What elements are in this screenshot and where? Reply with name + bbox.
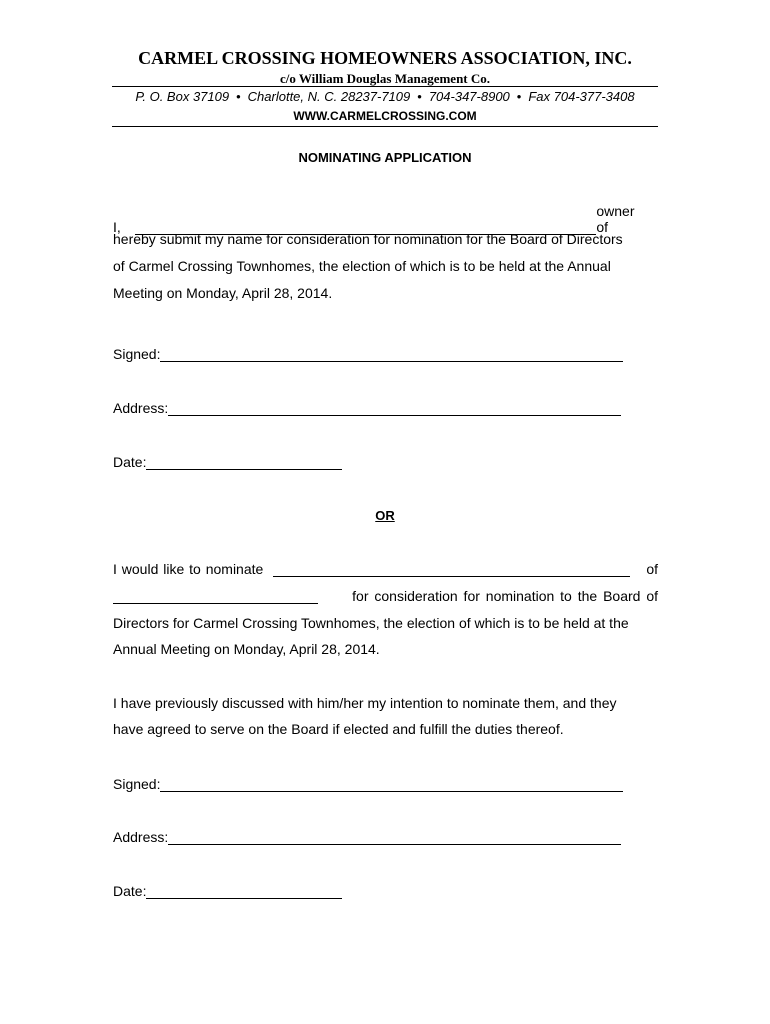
nominate-line-2-text: for consideration for nomination to the Board of	[352, 588, 658, 604]
agreement-line-1: I have previously discussed with him/her my intention to nominate them, and they	[113, 695, 617, 711]
nominate-line-3: Directors for Carmel Crossing Townhomes, the election of which is to be held at the	[113, 615, 629, 631]
nominate-line-1-end: of	[646, 561, 658, 577]
address-field-2[interactable]	[168, 830, 621, 845]
date-label: Date:	[113, 883, 147, 899]
self-line-1-start: I,	[113, 219, 121, 235]
signed-row-2	[113, 776, 623, 792]
date-row-1	[113, 454, 342, 470]
signed-label: Signed:	[113, 346, 161, 362]
bullet-sep: •	[516, 89, 522, 104]
header-divider-bottom	[112, 126, 658, 127]
bullet-sep: •	[236, 89, 241, 104]
self-line-3: of Carmel Crossing Townhomes, the election of which is to be held at the Annual	[113, 258, 611, 274]
phone-number: 704-347-8900	[428, 89, 510, 104]
nominee-name-field[interactable]	[273, 562, 630, 577]
address-row-1	[113, 400, 621, 416]
nominate-line-4: Annual Meeting on Monday, April 28, 2014.	[113, 641, 380, 657]
date-label: Date:	[113, 454, 147, 470]
address-row-2	[113, 829, 621, 845]
bullet-sep: •	[417, 89, 422, 104]
nominee-of-field[interactable]	[113, 589, 318, 604]
self-line-4: Meeting on Monday, April 28, 2014.	[113, 285, 333, 301]
or-label: OR	[375, 508, 395, 523]
nominate-line-1-start: I would like to nominate	[113, 561, 264, 577]
address-label: Address:	[113, 400, 169, 416]
website-link[interactable]: WWW.CARMELCROSSING.COM	[293, 109, 477, 123]
signed-label: Signed:	[113, 776, 161, 792]
care-of-line: c/o William Douglas Management Co.	[279, 71, 491, 86]
or-divider	[0, 508, 770, 523]
fax-number: Fax 704-377-3408	[528, 89, 635, 104]
address-line	[0, 89, 770, 104]
signed-row-1	[113, 346, 623, 362]
signed-field-2[interactable]	[160, 777, 623, 792]
nominate-line-1	[113, 561, 658, 577]
date-field-2[interactable]	[146, 884, 342, 899]
signed-field-1[interactable]	[160, 347, 623, 362]
header-divider-top	[112, 86, 658, 87]
org-name: CARMEL CROSSING HOMEOWNERS ASSOCIATION, INC.	[138, 48, 632, 68]
date-row-2	[113, 883, 342, 899]
date-field-1[interactable]	[146, 455, 342, 470]
nominate-line-2	[113, 588, 658, 604]
self-line-2: hereby submit my name for consideration for nomination for the Board of Directors	[113, 231, 623, 247]
agreement-line-2: have agreed to serve on the Board if elected and fulfill the duties thereof.	[113, 721, 564, 737]
address-field-1[interactable]	[168, 401, 621, 416]
city-zip: Charlotte, N. C. 28237-7109	[247, 89, 411, 104]
self-line-1-end: owner of	[596, 203, 635, 235]
po-box: P. O. Box 37109	[135, 89, 230, 104]
address-label: Address:	[113, 829, 169, 845]
form-title: NOMINATING APPLICATION	[298, 150, 472, 165]
